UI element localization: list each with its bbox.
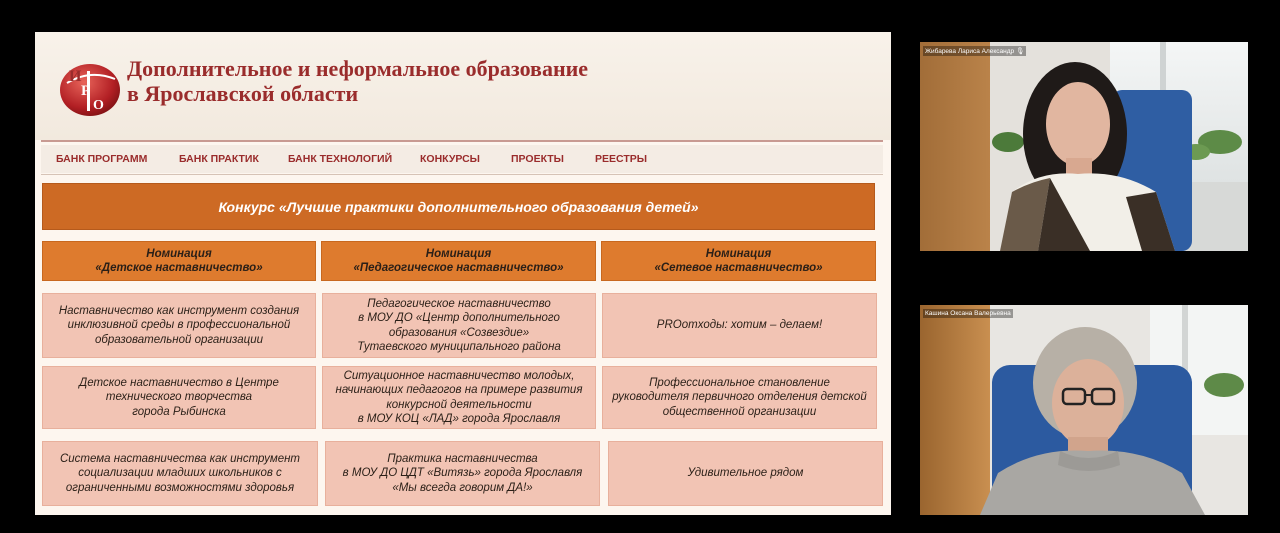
nomination-label: Номинация	[146, 248, 212, 260]
nomination-title: «Сетевое наставничество»	[654, 262, 823, 274]
practice-cell: Профессиональное становление руководителя первичного отделения детской общественной организации	[602, 366, 877, 429]
participant-name: Кашина Оксана Валерьевна	[925, 310, 1011, 317]
nav-divider	[41, 174, 883, 175]
site-title-line2: в Ярославской области	[127, 81, 359, 106]
nav-bank-technologies[interactable]: БАНК ТЕХНОЛОГИЙ	[288, 153, 393, 165]
nomination-label: Номинация	[425, 248, 492, 260]
nomination-header-child	[42, 241, 316, 281]
nav-registers[interactable]: РЕЕСТРЫ	[595, 153, 648, 165]
nav-projects[interactable]: ПРОЕКТЫ	[511, 153, 564, 165]
nomination-header-network	[601, 241, 876, 281]
practice-cell: Ситуационное наставничество молодых, начинающих педагогов на примере развития конкурсной деятельности в МОУ КОЦ «ЛАД» города Ярославля	[322, 366, 596, 429]
site-header	[35, 32, 891, 140]
site-title-line1: Дополнительное и неформальное образование	[127, 56, 589, 81]
practice-cell: Педагогическое наставничество в МОУ ДО «Центр дополнительного образования «Созвездие» Тутаевского муниципального района	[322, 293, 596, 358]
nomination-header-pedagogical	[321, 241, 596, 281]
nomination-title: «Детское наставничество»	[95, 262, 263, 274]
site-title	[127, 56, 747, 106]
practice-cell: Система наставничества как инструмент социализации младших школьников с ограниченными возможностями здоровья	[42, 441, 318, 506]
mic-icon: 🎙	[1015, 48, 1025, 55]
contest-banner: Конкурс «Лучшие практики дополнительного образования детей»	[42, 183, 875, 230]
shared-screen-slide	[35, 32, 891, 515]
practice-cell: Детское наставничество в Центре технического творчества города Рыбинска	[42, 366, 316, 429]
site-nav	[41, 145, 883, 173]
logo-letter-o: О	[93, 98, 104, 113]
nav-bank-programs[interactable]: БАНК ПРОГРАММ	[56, 153, 148, 165]
practice-cell: Практика наставничества в МОУ ДО ЦДТ «Витязь» города Ярославля «Мы всегда говорим ДА!»	[325, 441, 600, 506]
practice-cell: Удивительное рядом	[608, 441, 883, 506]
nav-bank-practices[interactable]: БАНК ПРАКТИК	[179, 153, 259, 165]
participant-name: Жибарева Лариса Александр 🎙	[925, 48, 1025, 55]
participant-video-tile-1[interactable]	[920, 42, 1248, 251]
nav-contests[interactable]: КОНКУРСЫ	[420, 153, 480, 165]
logo-letter-r: Р	[81, 83, 91, 99]
header-divider	[41, 140, 883, 142]
logo-letter-i: И	[69, 68, 82, 85]
nomination-label: Номинация	[705, 248, 772, 260]
practice-cell: Наставничество как инструмент создания инклюзивной среды в профессиональной образовательной организации	[42, 293, 316, 358]
participant-video-tile-2[interactable]	[920, 305, 1248, 515]
practice-cell: PROотходы: хотим – делаем!	[602, 293, 877, 358]
participant-video	[920, 42, 1248, 251]
participant-video	[920, 305, 1248, 515]
nomination-title: «Педагогическое наставничество»	[353, 262, 564, 274]
logo-ipr-icon	[57, 57, 123, 117]
